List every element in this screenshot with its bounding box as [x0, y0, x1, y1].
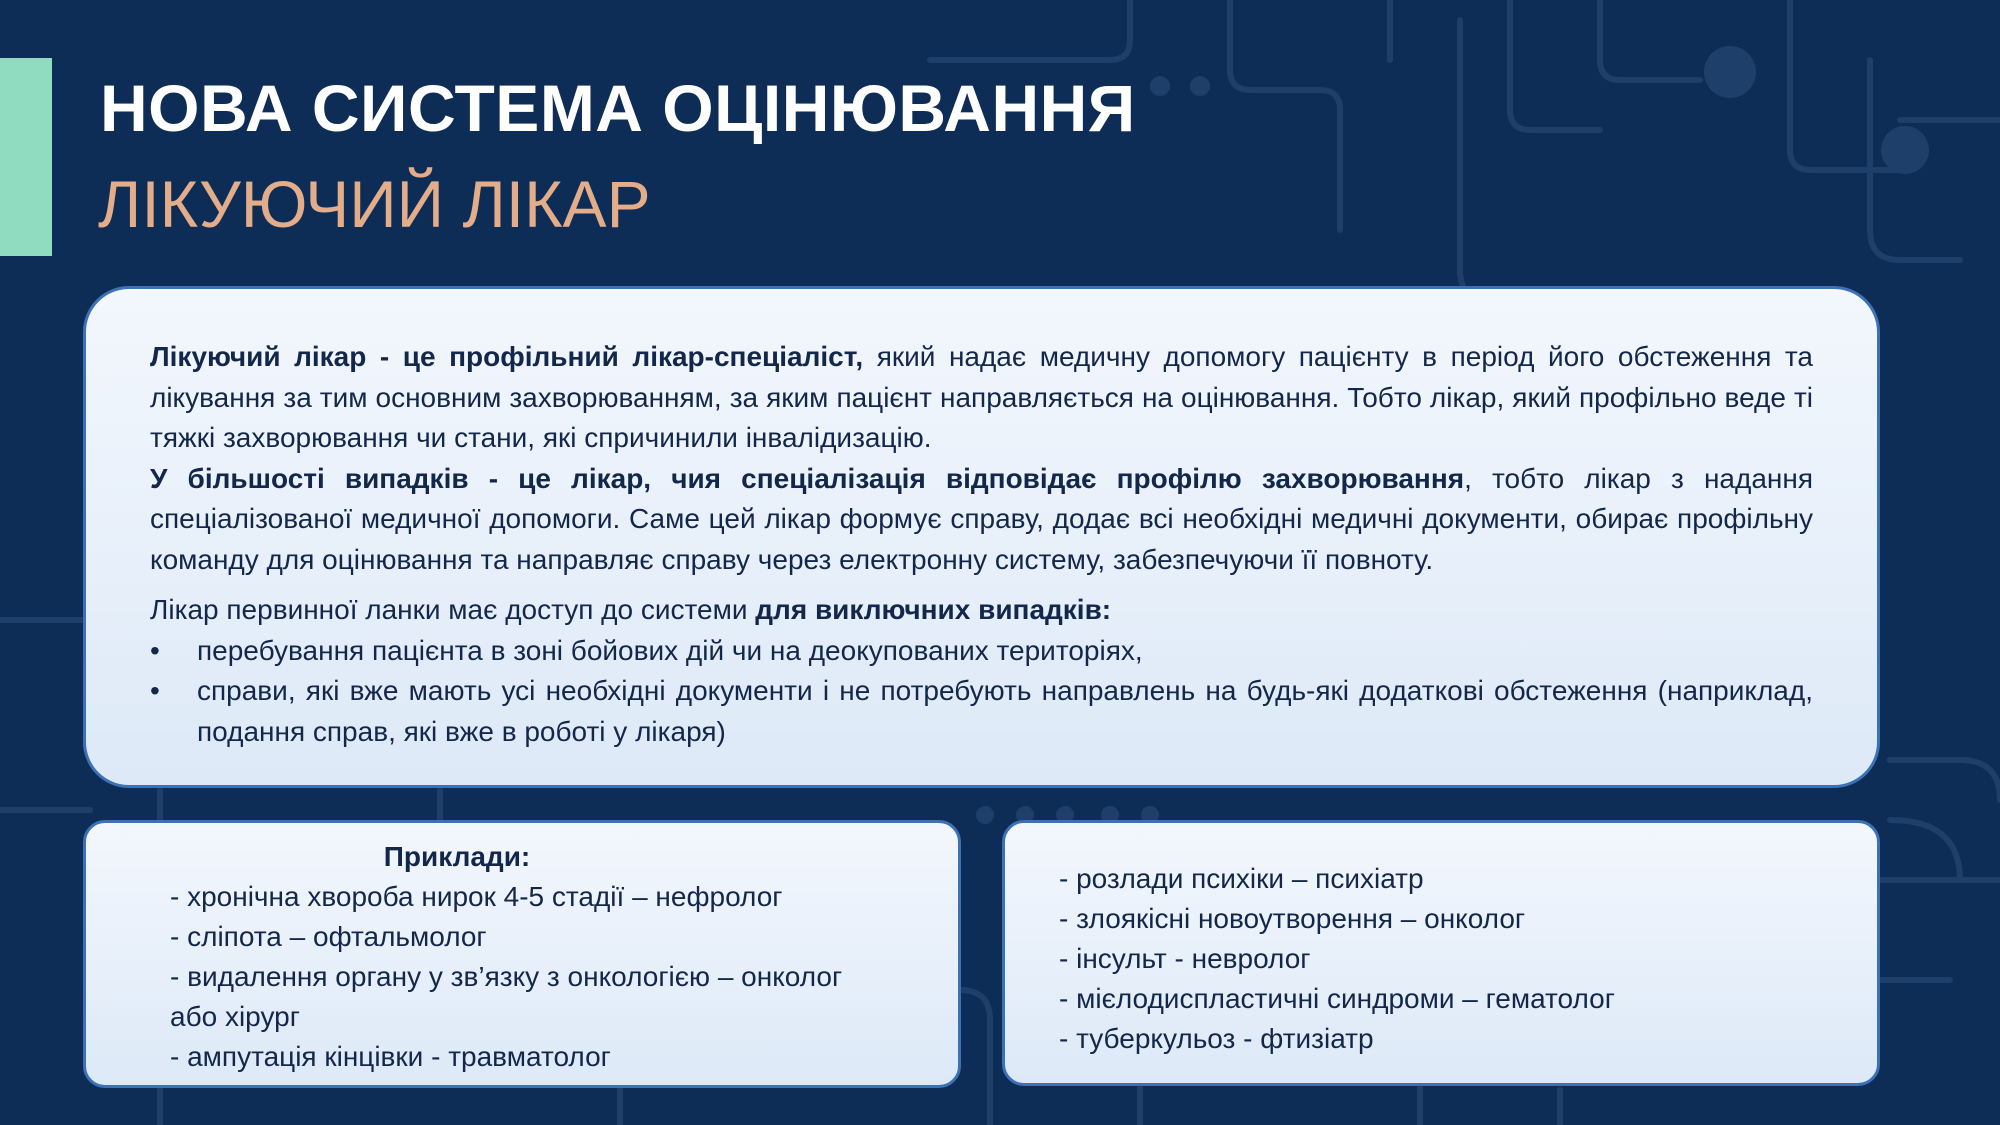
accent-bar — [0, 58, 52, 256]
example-item: - туберкульоз - фтизіатр — [1059, 1023, 1374, 1054]
examples-heading: Приклади: — [383, 841, 531, 872]
example-item: - інсульт - невролог — [1059, 943, 1311, 974]
definition-paragraph-2 — [150, 459, 1813, 581]
example-item: - розлади психіки – психіатр — [1059, 863, 1424, 894]
bullet-icon: • — [150, 675, 160, 706]
example-item: - мієлодиспластичні синдроми – гематолог — [1059, 983, 1615, 1014]
example-item: - ампутація кінцівки - травматолог — [170, 1041, 611, 1072]
list-item — [150, 631, 1813, 672]
specialization-emphasis: У більшості випадків - це лікар, чия спеціалізація відповідає профілю захворювання — [150, 462, 1465, 494]
list-item-text: справи, які вже мають усі необхідні документи і не потребують направлень на будь-які додаткові обстеження (наприклад, подання справ, які вже в роботі у лікаря) — [197, 675, 1813, 747]
definition-paragraph-1 — [150, 337, 1813, 459]
primary-care-paragraph — [150, 590, 1813, 631]
example-item: - сліпота – офтальмолог — [170, 921, 487, 952]
page-subtitle: ЛІКУЮЧИЙ ЛІКАР — [98, 167, 651, 241]
definition-term: Лікуючий лікар - це профільний лікар-спеціаліст, — [150, 341, 864, 372]
exceptional-cases-list — [150, 631, 1813, 753]
definition-text: який надає медичну допомогу пацієнту в період його обстеження та лікування за тим основним захворюванням, за яким пацієнт направляється на оцінювання. Тобто лікар, який профільно веде ті тяжкі захворювання чи стани, які спричинили інвалідизацію. — [150, 341, 1814, 453]
example-item: - хронічна хвороба нирок 4-5 стадії – нефролог — [170, 881, 783, 912]
definition-card — [83, 286, 1880, 788]
list-item-text: перебування пацієнта в зоні бойових дій чи на деокупованих територіях, — [197, 634, 1143, 666]
list-item — [150, 671, 1813, 752]
example-item: - злоякісні новоутворення – онколог — [1059, 903, 1526, 934]
examples-card-left — [83, 820, 961, 1088]
primary-care-text: Лікар первинної ланки має доступ до системи — [150, 594, 756, 625]
example-item: або хірург — [170, 1001, 300, 1032]
examples-card-right — [1002, 820, 1880, 1086]
specialization-text: , тобто лікар з надання спеціалізованої медичної допомоги. Саме цей лікар формує справу, додає всі необхідні медичні документи, обирає профільну команду для оцінювання та направляє справу через електронну систему, забезпечуючи її повноту. — [150, 462, 1813, 575]
exceptional-cases-emphasis: для виключних випадків: — [755, 594, 1112, 625]
page-title: НОВА СИСТЕМА ОЦІНЮВАННЯ — [100, 71, 1136, 145]
bullet-icon: • — [150, 634, 160, 666]
example-item: - видалення органу у зв’язку з онкологією – онколог — [170, 961, 843, 992]
